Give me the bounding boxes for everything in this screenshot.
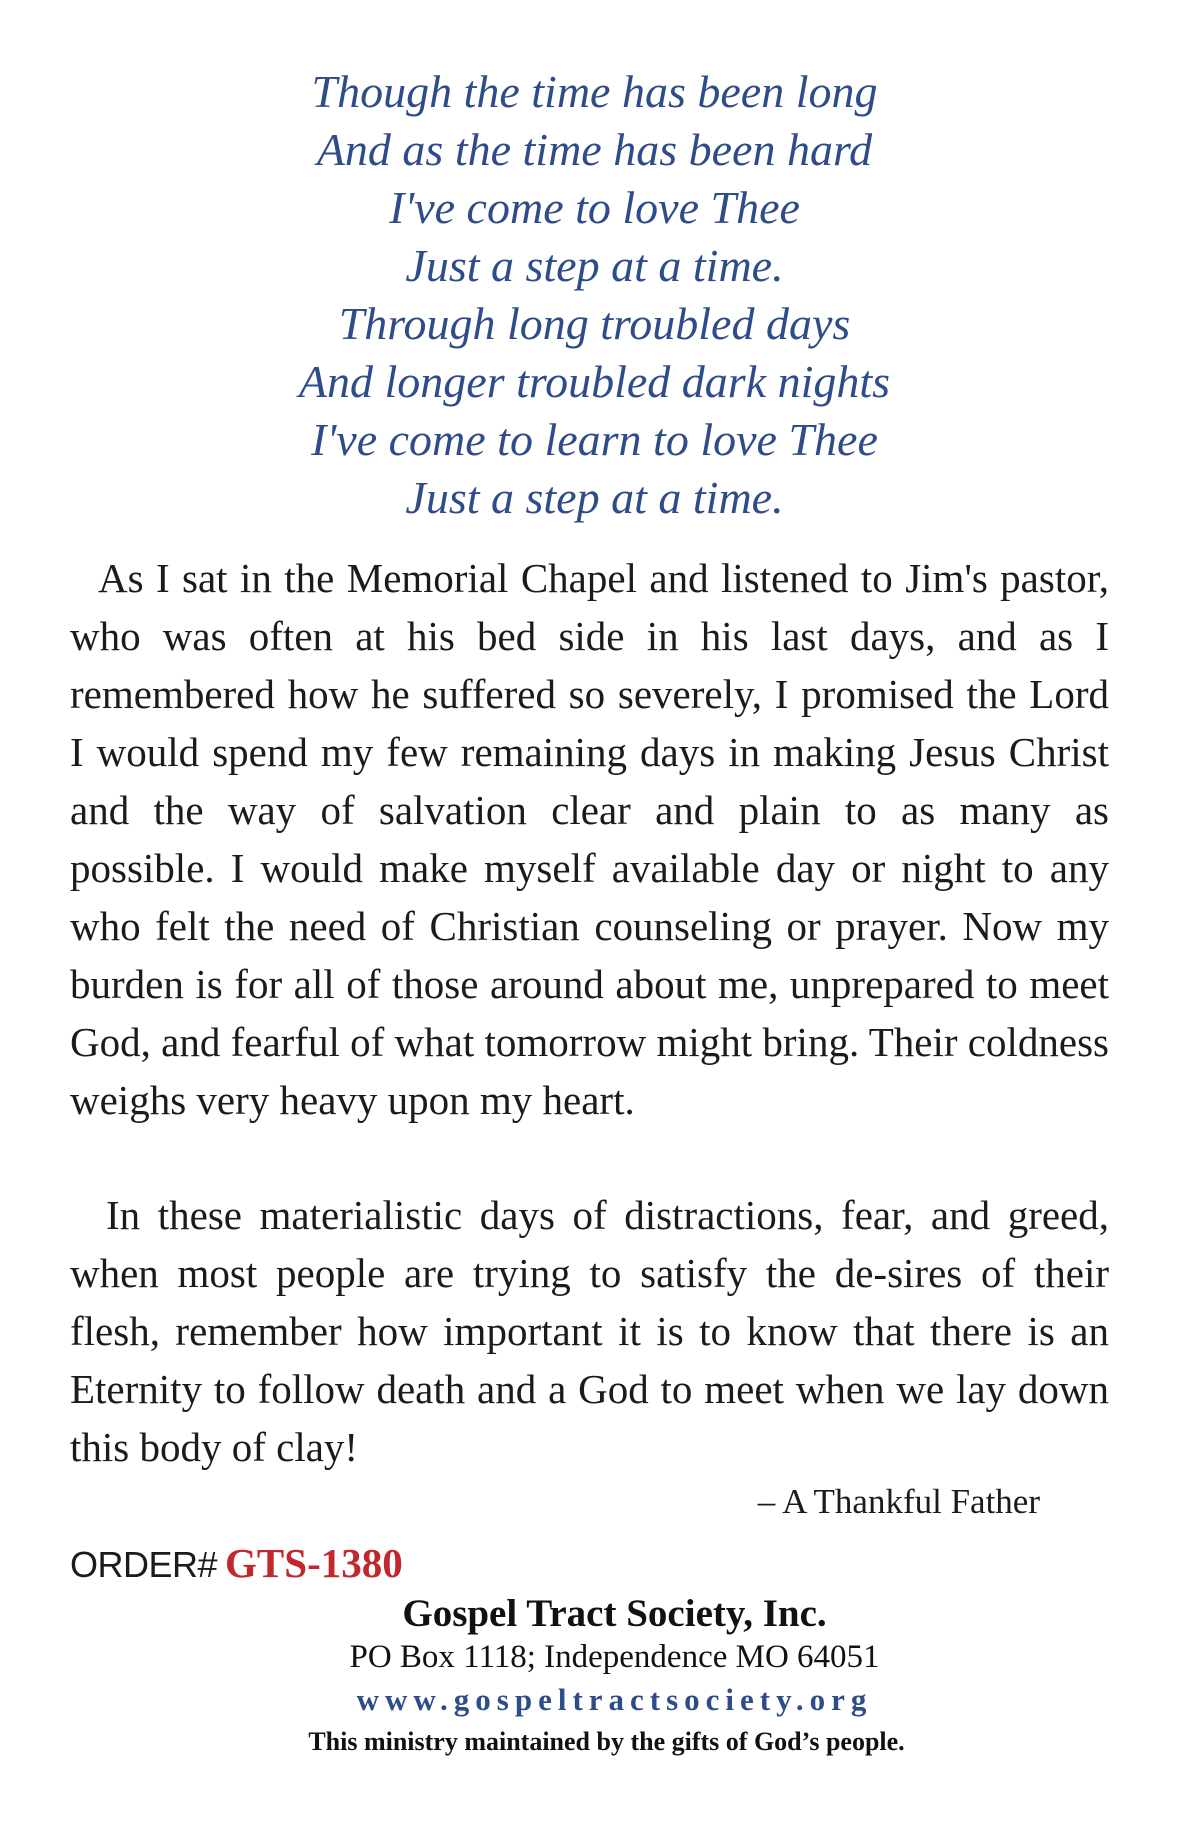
- order-number: [70, 1538, 403, 1590]
- poem-line: Through long troubled days: [338, 298, 851, 349]
- poem-line: And longer troubled dark nights: [298, 356, 891, 407]
- body-paragraph: In these materialistic days of distractions, fear, and greed, when most people are trying to satisfy the de-sires of their flesh, remember how important it is to know that there is an Eternity to follow death and a God to meet when we lay down this body of clay!: [70, 1192, 1109, 1470]
- order-prefix: ORDER#: [70, 1544, 218, 1585]
- organization-address: PO Box 1118; Independence MO 64051: [349, 1639, 880, 1675]
- poem-line: And as the time has been hard: [316, 124, 873, 175]
- ministry-note: This ministry maintained by the gifts of God’s people.: [308, 1727, 905, 1756]
- organization-name: Gospel Tract Society, Inc.: [402, 1592, 827, 1635]
- poem: [0, 63, 1189, 527]
- poem-line: Though the time has been long: [311, 66, 878, 117]
- signature: – A Thankful Father: [757, 1482, 1040, 1521]
- poem-line: I've come to love Thee: [389, 182, 800, 233]
- body-paragraph: As I sat in the Memorial Chapel and listened to Jim's pastor, who was often at his bed side in his last days, and as I remembered how he suffered so severely, I promised the Lord I would spend my few remaining days in making Jesus Christ and the way of salvation clear and plain to as many as possible. I would make myself available day or night to any who felt the need of Christian counseling or prayer. Now my burden is for all of those around about me, unprepared to meet God, and fearful of what tomorrow might bring. Their coldness weighs very heavy upon my heart.: [70, 555, 1109, 1123]
- poem-line: Just a step at a time.: [405, 240, 784, 291]
- poem-line: I've come to learn to love Thee: [311, 414, 878, 465]
- order-code: GTS-1380: [225, 1540, 403, 1586]
- organization-website-link[interactable]: www.gospeltractsociety.org: [356, 1682, 873, 1717]
- poem-line: Just a step at a time.: [405, 472, 784, 523]
